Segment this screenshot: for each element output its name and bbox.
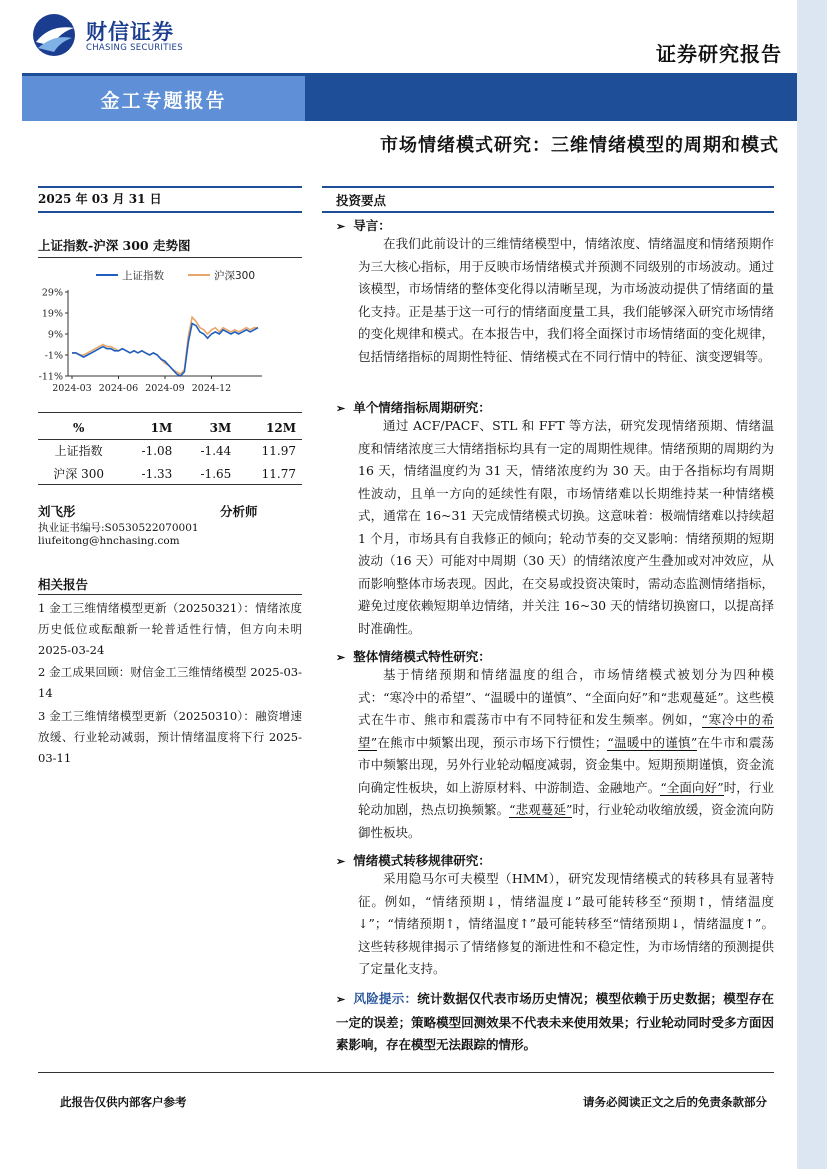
series-line-hs300 (72, 317, 258, 374)
mode-text-part: 在牛市和震荡市中频繁出现，另外行业轮动幅度减弱，资金集中。短期预期谨慎，资金流向确定性板块，如上游原材料、中游制造、金融地产。 (358, 734, 774, 795)
y-tick-label: 9% (47, 329, 63, 341)
category-label: 金工专题报告 (100, 90, 227, 112)
investment-heading: 投资要点 (336, 193, 387, 208)
bullet-triangle-icon: ➢ (336, 220, 346, 233)
mode-highlight: “全面向好” (660, 779, 724, 795)
cycle-heading-label: 单个情绪指标周期研究： (353, 400, 491, 415)
chart-title-rule (38, 257, 302, 258)
bullet-triangle-icon: ➢ (336, 855, 346, 868)
table-header-cell: % (72, 420, 85, 435)
brand-logo (30, 12, 200, 58)
brand-name-en: CHASING SECURITIES (86, 43, 183, 53)
y-tick-label: -11% (38, 371, 63, 383)
brand-name-cn: 财信证券 (86, 20, 174, 44)
x-tick-label: 2024-12 (191, 383, 232, 394)
mode-highlight: “悲观蔓延” (509, 802, 573, 817)
bullet-triangle-icon: ➢ (336, 651, 346, 664)
report-date: 2025 年 03 月 31 日 (38, 192, 162, 206)
table-cell: 11.77 (261, 466, 296, 481)
mode-text-part: 时，行业轮动加剧，热点切换频繁。 (358, 779, 774, 817)
bullet-triangle-icon: ➢ (336, 993, 346, 1006)
mode-paragraph (358, 664, 774, 844)
mode-text-part: 时，行业轮动收缩放缓，资金流向防御性板块。 (358, 802, 774, 840)
cycle-heading (336, 398, 491, 416)
table-cell: -1.65 (200, 466, 232, 481)
mode-highlight: “寒冷中的希望” (358, 712, 774, 750)
risk-text: 统计数据仅代表市场历史情况；模型依赖于历史数据；模型存在一定的误差；策略模型回测效果不代表未来使用效果；行业轮动同时受多方面因素影响，存在模型无法跟踪的情形。 (336, 991, 774, 1052)
legend-label: 上证指数 (122, 270, 164, 282)
right-side-strip (797, 0, 827, 1169)
table-top-rule (38, 412, 302, 413)
table-bottom-rule (38, 484, 302, 485)
index-trend-svg (36, 264, 266, 404)
y-tick-label: 29% (41, 287, 63, 299)
table-header-row (38, 416, 302, 439)
x-tick-label: 2024-09 (145, 383, 185, 394)
table-header-rule (38, 439, 302, 440)
analyst-cert: 执业证书编号:S0530522070001 (38, 522, 199, 534)
footer-rule (38, 1072, 774, 1073)
brand-mark-icon (30, 12, 78, 58)
table-cell: 沪深 300 (53, 467, 105, 481)
mode-heading (336, 647, 491, 665)
y-tick-label: 19% (41, 308, 63, 320)
transition-heading (336, 851, 491, 869)
y-tick-label: -1% (44, 350, 63, 362)
transition-heading-label: 情绪模式转移规律研究： (353, 853, 491, 868)
related-report-item[interactable]: 1 金工三维情绪模型更新（20250321）：情绪浓度历史低位或酝酿新一轮普适性行情，但方向未明 2025-03-24 (38, 601, 302, 657)
mode-text-part: 在熊市中频繁出现，预示市场下行惯性； (377, 734, 608, 750)
related-report-item[interactable]: 3 金工三维情绪模型更新（20250310）：融资增速放缓、行业轮动减弱，预计情绪温度将下行 2025-03-11 (38, 709, 302, 765)
category-tab (22, 76, 305, 121)
table-row (38, 462, 302, 485)
analyst-email[interactable]: liufeitong@hnchasing.com (38, 535, 180, 547)
x-tick-label: 2024-06 (98, 383, 139, 394)
x-tick-label: 2024-03 (52, 383, 92, 394)
index-chart-title: 上证指数-沪深 300 走势图 (38, 238, 191, 253)
cycle-paragraph: 通过 ACF/PACF、STL 和 FFT 等方法，研究发现情绪预期、情绪温度和情绪浓度三大情绪指标均具有一定的周期性规律。情绪预期的周期约为 16 天，情绪温度约为 31 天，情绪浓度约为 30 天。由于各指标均有周期性波动，且单一方向的延续性有限，市场情绪难以长期维持某一种情绪模式，通常在 16~31 天完成情绪模式切换。这意味着：极端情绪难以持续超 1 个月，市场具有自我修正的倾向；轮动节奏的交叉影响：情绪预期的短期波动（16 天）可能对中周期（30 天）的情绪浓度产生叠加或对冲效应，从而影响整体市场表现。因此，在交易或投资决策时，需动态监测情绪指标，避免过度依赖短期单边情绪，并关注 16~30 天的情绪切换窗口，以提高择时准确性。 (358, 418, 774, 636)
right-top-rule (322, 186, 774, 188)
risk-label: 风险提示： (353, 991, 418, 1006)
table-row (38, 439, 302, 462)
table-cell: -1.44 (200, 443, 232, 458)
intro-heading (336, 216, 391, 234)
footer-disclaimer-left: 此报告仅供内部客户参考 (60, 1095, 187, 1109)
report-type-label: 证券研究报告 (656, 42, 782, 66)
index-trend-chart (36, 264, 266, 404)
intro-paragraph: 在我们此前设计的三维情绪模型中，情绪浓度、情绪温度和情绪预期作为三大核心指标，用于反映市场情绪模式并预测不同级别的市场波动。通过该模型，市场情绪的整体变化得以清晰呈现，为市场波动提供了情绪面的量化支持。正是基于这一可行的情绪面度量工具，我们能够深入研究市场情绪的变化规律和模式。在本报告中，我们将全面探讨市场情绪面的变化规律，包括情绪指标的周期性特征、情绪模式在不同行情中的特征、演变逻辑等。 (358, 236, 774, 364)
investment-rule (322, 211, 774, 213)
related-heading: 相关报告 (38, 577, 89, 592)
related-rule (38, 594, 302, 595)
table-cell: 上证指数 (54, 444, 103, 458)
footer-disclaimer-right[interactable]: 请务必阅读正文之后的免责条款部分 (583, 1095, 767, 1109)
table-cell: 11.97 (261, 443, 296, 458)
analyst-role: 分析师 (220, 504, 258, 519)
legend-label: 沪深300 (214, 270, 256, 282)
table-cell: -1.33 (141, 466, 173, 481)
performance-table (38, 416, 302, 485)
table-header-cell: 1M (150, 420, 173, 435)
table-header-cell: 3M (209, 420, 232, 435)
risk-warning (336, 988, 774, 1057)
page-title: 市场情绪模式研究：三维情绪模型的周期和模式 (380, 135, 779, 156)
bullet-triangle-icon: ➢ (336, 402, 346, 415)
intro-heading-label: 导言： (353, 218, 391, 233)
analyst-name: 刘飞彤 (38, 504, 76, 519)
date-rule (38, 211, 302, 213)
table-cell: -1.08 (141, 443, 173, 458)
mode-highlight: “温暖中的谨慎” (607, 734, 698, 750)
left-top-rule (38, 186, 302, 188)
mode-text-part: 基于情绪预期和情绪温度的组合，市场情绪模式被划分为四种模式：“寒冷中的希望”、“温暖中的谨慎”、“全面向好”和“悲观蔓延”。这些模式在牛市、熊市和震荡市中有不同特征和发生频率。例如， (358, 667, 774, 727)
table-header-cell: 12M (266, 420, 296, 435)
mode-heading-label: 整体情绪模式特性研究： (353, 649, 491, 664)
transition-paragraph: 采用隐马尔可夫模型（HMM），研究发现情绪模式的转移具有显著特征。例如，“情绪预期↓，情绪温度↓”最可能转移至“预期↑，情绪温度↓”；“情绪预期↑，情绪温度↑”最可能转移至“情绪预期↓，情绪温度↑”。这些转移规律揭示了情绪修复的渐进性和不稳定性，为市场情绪的预测提供了定量化支持。 (358, 871, 774, 976)
related-report-item[interactable]: 2 金工成果回顾：财信金工三维情绪模型 2025-03-14 (38, 665, 302, 700)
